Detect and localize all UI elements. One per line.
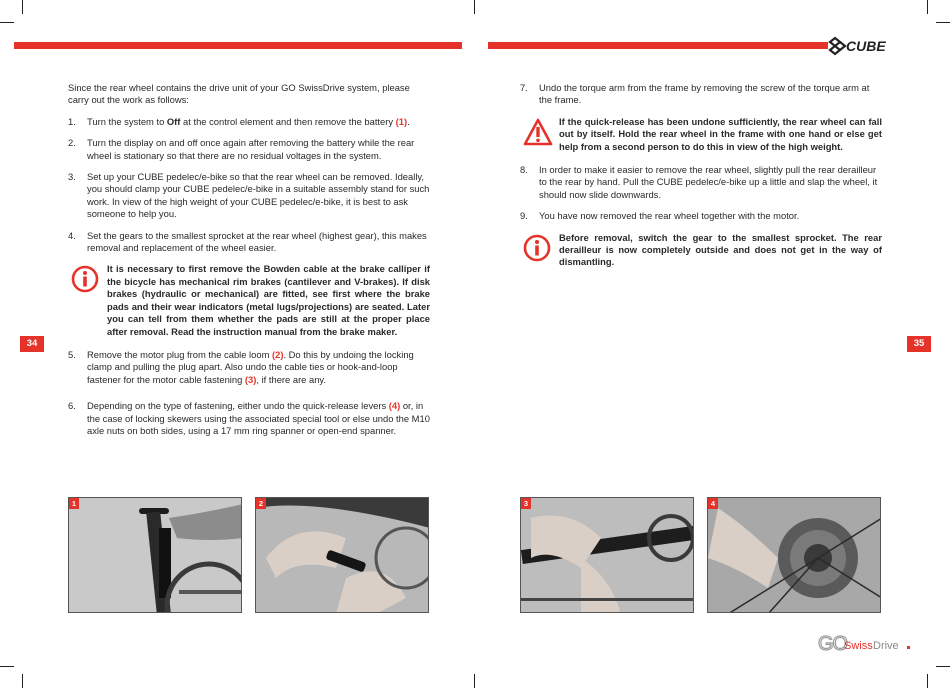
crop-mark [927,0,928,14]
photo-label: 1 [69,498,79,509]
warning-icon [523,118,551,146]
step-text: or, in the case of locking skewers using the associated special tool or else undo the M10 axle nuts on both sides, using a 17 mm ring spanner or open-end spanner. [87,400,430,436]
info-icon [523,234,551,262]
step-text: In order to make it easier to remove the rear wheel, slightly pull the rear derailleur to the rear by hand. Pull the CUBE pedelec/e-bike up a little and slap the wheel, it should now slide downwards. [539,164,878,200]
photo-ref-4: (4) [388,400,401,412]
warning-note [520,116,882,153]
photo-1 [68,497,242,613]
info-icon [71,265,99,293]
cube-logo [826,36,906,56]
photo-ref-3: (3) [244,373,257,385]
crop-mark [22,674,23,688]
crop-mark [936,666,950,667]
step-number: 3. [68,171,76,183]
step-6 [68,400,430,437]
note-text: It is necessary to first remove the Bowden cable at the brake calliper if the bicycle has mechanical rim brakes (cantilever and V-brakes). If disk brakes (hydraulic or mechanical) are fitted, see first where the brake pads and their wear indicators (metal lugs/projections) are seated. Later you can tell from them whether the pads are still at the proper place after removal. Read the instruction manual from the brake maker. [107,263,430,337]
crop-mark [22,0,23,14]
step-text: . [407,115,410,127]
step-number: 6. [68,400,76,412]
page-number-left: 34 [20,336,44,352]
crop-mark [936,22,950,23]
info-note-brakes [68,263,430,337]
quick-release-photo-icon [708,498,881,613]
photo-ref-1: (1) [395,115,408,127]
step-5 [68,349,430,386]
crop-mark [927,674,928,688]
step-2 [68,137,430,162]
photo-label: 4 [708,498,718,509]
battery-removal-photo-icon [69,498,242,613]
step-number: 2. [68,137,76,149]
swiss-text: Swiss [844,640,873,652]
step-number: 5. [68,348,76,360]
step-number: 1. [68,115,76,127]
step-text: Remove the motor plug from the cable loom [87,348,272,360]
step-text: . Do this by undoing the locking clamp and pulling the plug apart. Also undo the cable ties or hook-and-loop fastener for the motor cable fastening [87,348,414,385]
intro-paragraph: Since the rear wheel contains the drive unit of your GO SwissDrive system, please carry out the work as follows: [68,82,410,106]
photo-4 [707,497,881,613]
step-text: Set the gears to the smallest sprocket at the rear wheel (highest gear), this makes removal and replacement of the wheel easier. [87,229,427,254]
photo-ref-2: (2) [271,348,284,360]
motor-plug-photo-icon [256,498,429,613]
step-text: Undo the torque arm from the frame by removing the screw of the torque arm at the frame. [539,82,870,106]
step-text: You have now removed the rear wheel together with the motor. [539,210,800,222]
drive-text: Drive [873,640,899,652]
photo-label: 2 [256,498,266,509]
step-9 [520,210,882,222]
crop-mark [0,666,14,667]
step-text: at the control element and then remove the battery [180,115,396,127]
cube-logo-icon [826,36,906,56]
step-number: 4. [68,229,76,241]
crop-mark [474,674,475,688]
step-number: 8. [520,164,528,176]
right-column [520,82,882,269]
cable-fastening-photo-icon [521,498,694,613]
go-swissdrive-logo-icon [818,632,918,654]
step-text: , if there are any. [256,373,327,385]
step-4 [68,230,430,255]
photo-3 [520,497,694,613]
step-8 [520,164,882,201]
step-text: Turn the system to [87,115,167,127]
logo-dot [907,646,910,649]
step-7 [520,82,882,107]
note-text: Before removal, switch the gear to the smallest sprocket. The rear derailleur is now completely outside and does not get in the way of dismantling. [559,231,882,268]
step-number: 7. [520,82,528,93]
warning-text: If the quick-release has been undone sufficiently, the rear wheel can fall out by itself. Hold the rear wheel in the frame with one hand or else get help from a second person to do this in view of the high weight. [559,115,882,152]
cube-logo-text: CUBE [846,38,886,54]
off-keyword: Off [166,115,181,127]
photo-label: 3 [521,498,531,509]
info-note-gear [520,232,882,269]
step-number: 9. [520,210,528,222]
crop-mark [474,0,475,14]
step-1 [68,116,430,128]
step-text: Depending on the type of fastening, either undo the quick-release levers [87,400,389,412]
page-number-right: 35 [907,336,931,352]
left-column [68,82,430,446]
step-text: Set up your CUBE pedelec/e-bike so that the rear wheel can be removed. Ideally, you should clamp your CUBE pedelec/e-bike in a suitable assembly stand for such work. In view of the high weight of your CUBE pedelec/e-bike, it is best to ask someone to help you. [87,171,430,220]
header-bar-right [488,42,828,49]
step-3 [68,171,430,221]
go-swissdrive-logo [818,632,918,654]
header-bar-left [14,42,462,49]
photo-2 [255,497,429,613]
crop-mark [0,22,14,23]
step-text: Turn the display on and off once again after removing the battery while the rear wheel is stationary so that there are no residual voltages in the system. [87,137,415,161]
go-text: GO [818,633,848,654]
